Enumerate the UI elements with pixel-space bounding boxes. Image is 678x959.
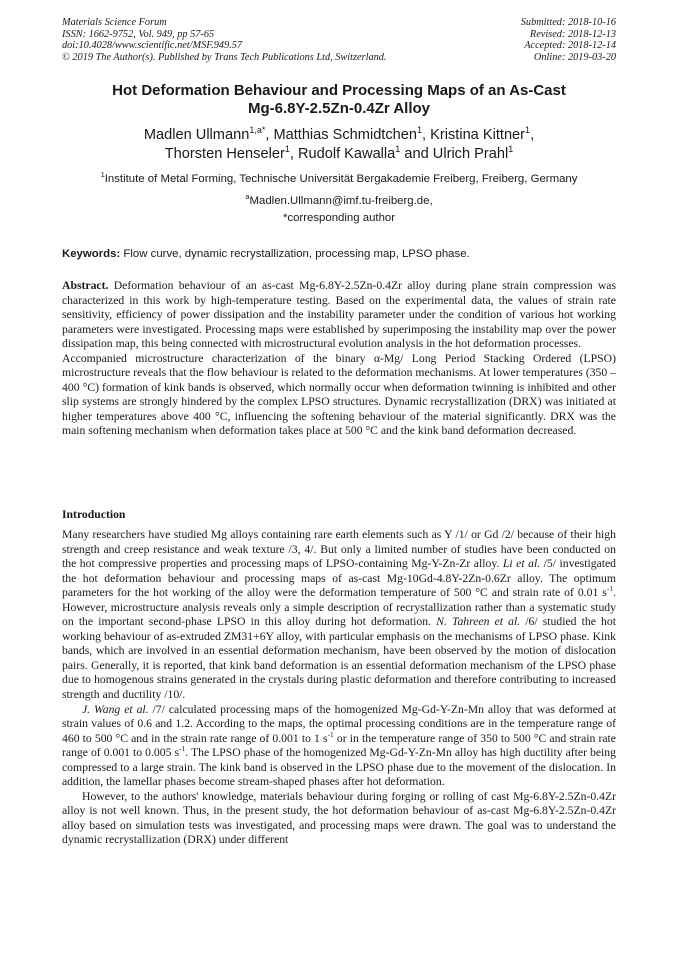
intro-text: /7/ calculated processing maps of the homogenized Mg-Gd-Y-Zn-Mn alloy that was deformed at strain values of 0.6 and 1.2. According to the maps, the optimal processing conditions are in the temperature range of 460 to 500 °C and in the strain rate range of 0.001 to 1 s xyxy=(62,702,617,745)
title-line-2: Mg-6.8Y-2.5Zn-0.4Zr Alloy xyxy=(248,100,430,117)
intro-paragraph-1 xyxy=(62,528,616,703)
corresponding-author-note: *corresponding author xyxy=(282,212,396,224)
author-line-1: Madlen Ullmann$^{1,a*}$, Matthias Schmidtchen$^1$, Kristina Kittner$^1$, xyxy=(143,125,535,143)
publication-dates xyxy=(521,17,616,63)
intro-text: Many researchers have studied Mg alloys containing rare earth elements such as Y /1/ or Gd /2/ because of their high strength and creep resistance and weak texture /3, 4/. But only a limited number of studies have been conducted on the hot compressive properties and processing maps of LPSO-containing Mg-Y-Zn-Zr alloy. xyxy=(62,528,616,571)
keywords-text: Flow curve, dynamic recrystallization, processing map, LPSO phase. xyxy=(123,248,470,260)
author-list xyxy=(62,126,616,163)
abstract-paragraph-1 xyxy=(62,279,616,352)
abstract-label: Abstract. xyxy=(62,279,109,292)
author-sup: 1 xyxy=(284,143,290,154)
revised-date: Revised: 2018-12-13 xyxy=(529,28,616,40)
author-line-2: Thorsten Henseler$^1$, Rudolf Kawalla$^1$ and Ulrich Prahl$^1$ xyxy=(164,143,514,162)
abstract xyxy=(62,279,616,439)
section-heading-introduction: Introduction xyxy=(62,508,126,521)
submitted-date: Submitted: 2018-10-16 xyxy=(520,17,616,28)
citation-author: N. Tahreen et al. xyxy=(436,615,521,629)
author-email xyxy=(62,190,616,208)
accepted-date: Accepted: 2018-12-14 xyxy=(524,40,616,52)
intro-text: /5/ investigated the hot deformation behaviour and processing maps of as-cast Mg-10Gd-4.8Y-2Zn-0.6Zr alloy. The optimum parameters for the hot working of the alloy were the deformation temperature of 500 °C and strain rate of 0.01 s xyxy=(62,557,617,600)
email-sup: a xyxy=(245,192,250,201)
author-name: Ulrich Prahl xyxy=(432,145,509,162)
intro-text: /6/ studied the hot working behaviour of as-extruded ZM31+6Y alloy, with particular emphasis on the mechanisms of LPSO phase. Kink bands, which are involved in an essential deformation mechanism, have been observed by the motion of dislocation pairs. Generally, it is reported, that kink band deformation is an essential deformation mechanism of the LPSO phase due to homogenous strains generated in the crystals during plastic deformation and therefore contributing to increased strength and ductility /10/. xyxy=(62,615,616,702)
intro-text: . However, microstructure analysis reveals only a simple description of recrystallization rather than a systematic study on the important second-phase LPSO in this alloy during hot deformation. xyxy=(62,586,616,629)
intro-paragraph-2 xyxy=(62,703,616,790)
author-sup: 1 xyxy=(508,143,514,154)
author-name: Kristina Kittner xyxy=(430,127,526,143)
journal-info xyxy=(62,17,386,63)
citation-author: J. Wang et al. xyxy=(82,702,149,716)
abstract-paragraph-2: Accompanied microstructure characterization of the binary α-Mg/ Long Period Stacking Ordered (LPSO) microstructure reveals that the flow behaviour is related to the deformation mechanisms. At lower temperatures (350 – 400 °C) formation of kink bands is observed, which normally occur when deformation twinning is inhibited and other slip systems are strongly hindered by the complex LPSO structures. Dynamic recrystallization (DRX) was initiated at higher temperatures above 400 °C, influencing the softening behaviour of the material significantly. DRX was the main softening mechanism when deformation takes place at 500 °C and the kink band deformation decreased. xyxy=(62,351,617,438)
affiliation-sup: 1 xyxy=(100,170,105,179)
author-name: Matthias Schmidtchen xyxy=(273,127,418,143)
title-line-1: Hot Deformation Behaviour and Processing Maps of an As-Cast xyxy=(112,82,566,99)
author-name: Madlen Ullmann xyxy=(143,127,250,143)
journal-issn: ISSN: 1662-9752, Vol. 949, pp 57-65 xyxy=(62,28,215,40)
copyright-line: © 2019 The Author(s). Published by Trans Tech Publications Ltd, Switzerland. xyxy=(62,51,387,63)
affiliation-text: Institute of Metal Forming, Technische Universität Bergakademie Freiberg, Freiberg, Germany xyxy=(104,172,578,185)
exponent: -1 xyxy=(179,744,186,754)
author-sup: 1 xyxy=(395,143,401,154)
author-and: and xyxy=(404,145,429,162)
abstract-text: Deformation behaviour of an as-cast Mg-6.8Y-2.5Zn-0.4Zr alloy during plane strain compression was characterized in this work by high-temperature testing. Based on the experimental data, the values of strain rate sensitivity, efficiency of power dissipation and the instability parameter under the condition of various hot working parameters were investigated. Processing maps were established by superimposing the instability map over the power dissipation map, this being connected with microstructural evolution analysis in the hot deformation processes. xyxy=(62,279,617,351)
email-address[interactable]: Madlen.Ullmann@imf.tu-freiberg.de, xyxy=(249,194,433,207)
author-name: Rudolf Kawalla xyxy=(297,145,396,162)
exponent: -1 xyxy=(606,584,614,594)
author-sup: 1,a* xyxy=(249,125,266,136)
citation-author: Li et al. xyxy=(502,557,541,571)
keywords-label: Keywords: xyxy=(62,248,121,260)
introduction-body xyxy=(62,528,616,848)
affiliation xyxy=(62,168,616,186)
journal-doi[interactable]: doi:10.4028/www.scientific.net/MSF.949.57 xyxy=(62,40,243,52)
author-sup: 1 xyxy=(417,125,423,136)
author-name: Thorsten Henseler xyxy=(164,145,285,162)
online-date: Online: 2019-03-20 xyxy=(533,51,616,63)
intro-text: or in the temperature range of 350 to 500 °C and strain rate range of 0.001 to 0.005 s xyxy=(62,731,616,760)
journal-name: Materials Science Forum xyxy=(62,17,167,28)
intro-paragraph-3: However, to the authors' knowledge, materials behaviour during forging or rolling of cast Mg-6.8Y-2.5Zn-0.4Zr alloy is not well known. Thus, in the present study, the hot deformation behaviour of as-cast Mg-6.8Y-2.5Zn-0.4Zr alloy based on simulation tests was investigated, and processing maps were drawn. The goal was to understand the dynamic recrystallization (DRX) under different xyxy=(62,789,616,847)
exponent: -1 xyxy=(327,729,334,739)
intro-text: . The LPSO phase of the homogenized Mg-Gd-Y-Zn-Mn alloy has high ductility after being compressed to a large strain. The kink band is observed in the LPSO phase due to the movement of the dislocation. In addition, the lamellar phases become stream-shaped phases after hot deformation. xyxy=(62,746,616,789)
keywords xyxy=(62,247,616,261)
paper-title xyxy=(62,82,616,118)
author-sup: 1 xyxy=(525,125,531,136)
